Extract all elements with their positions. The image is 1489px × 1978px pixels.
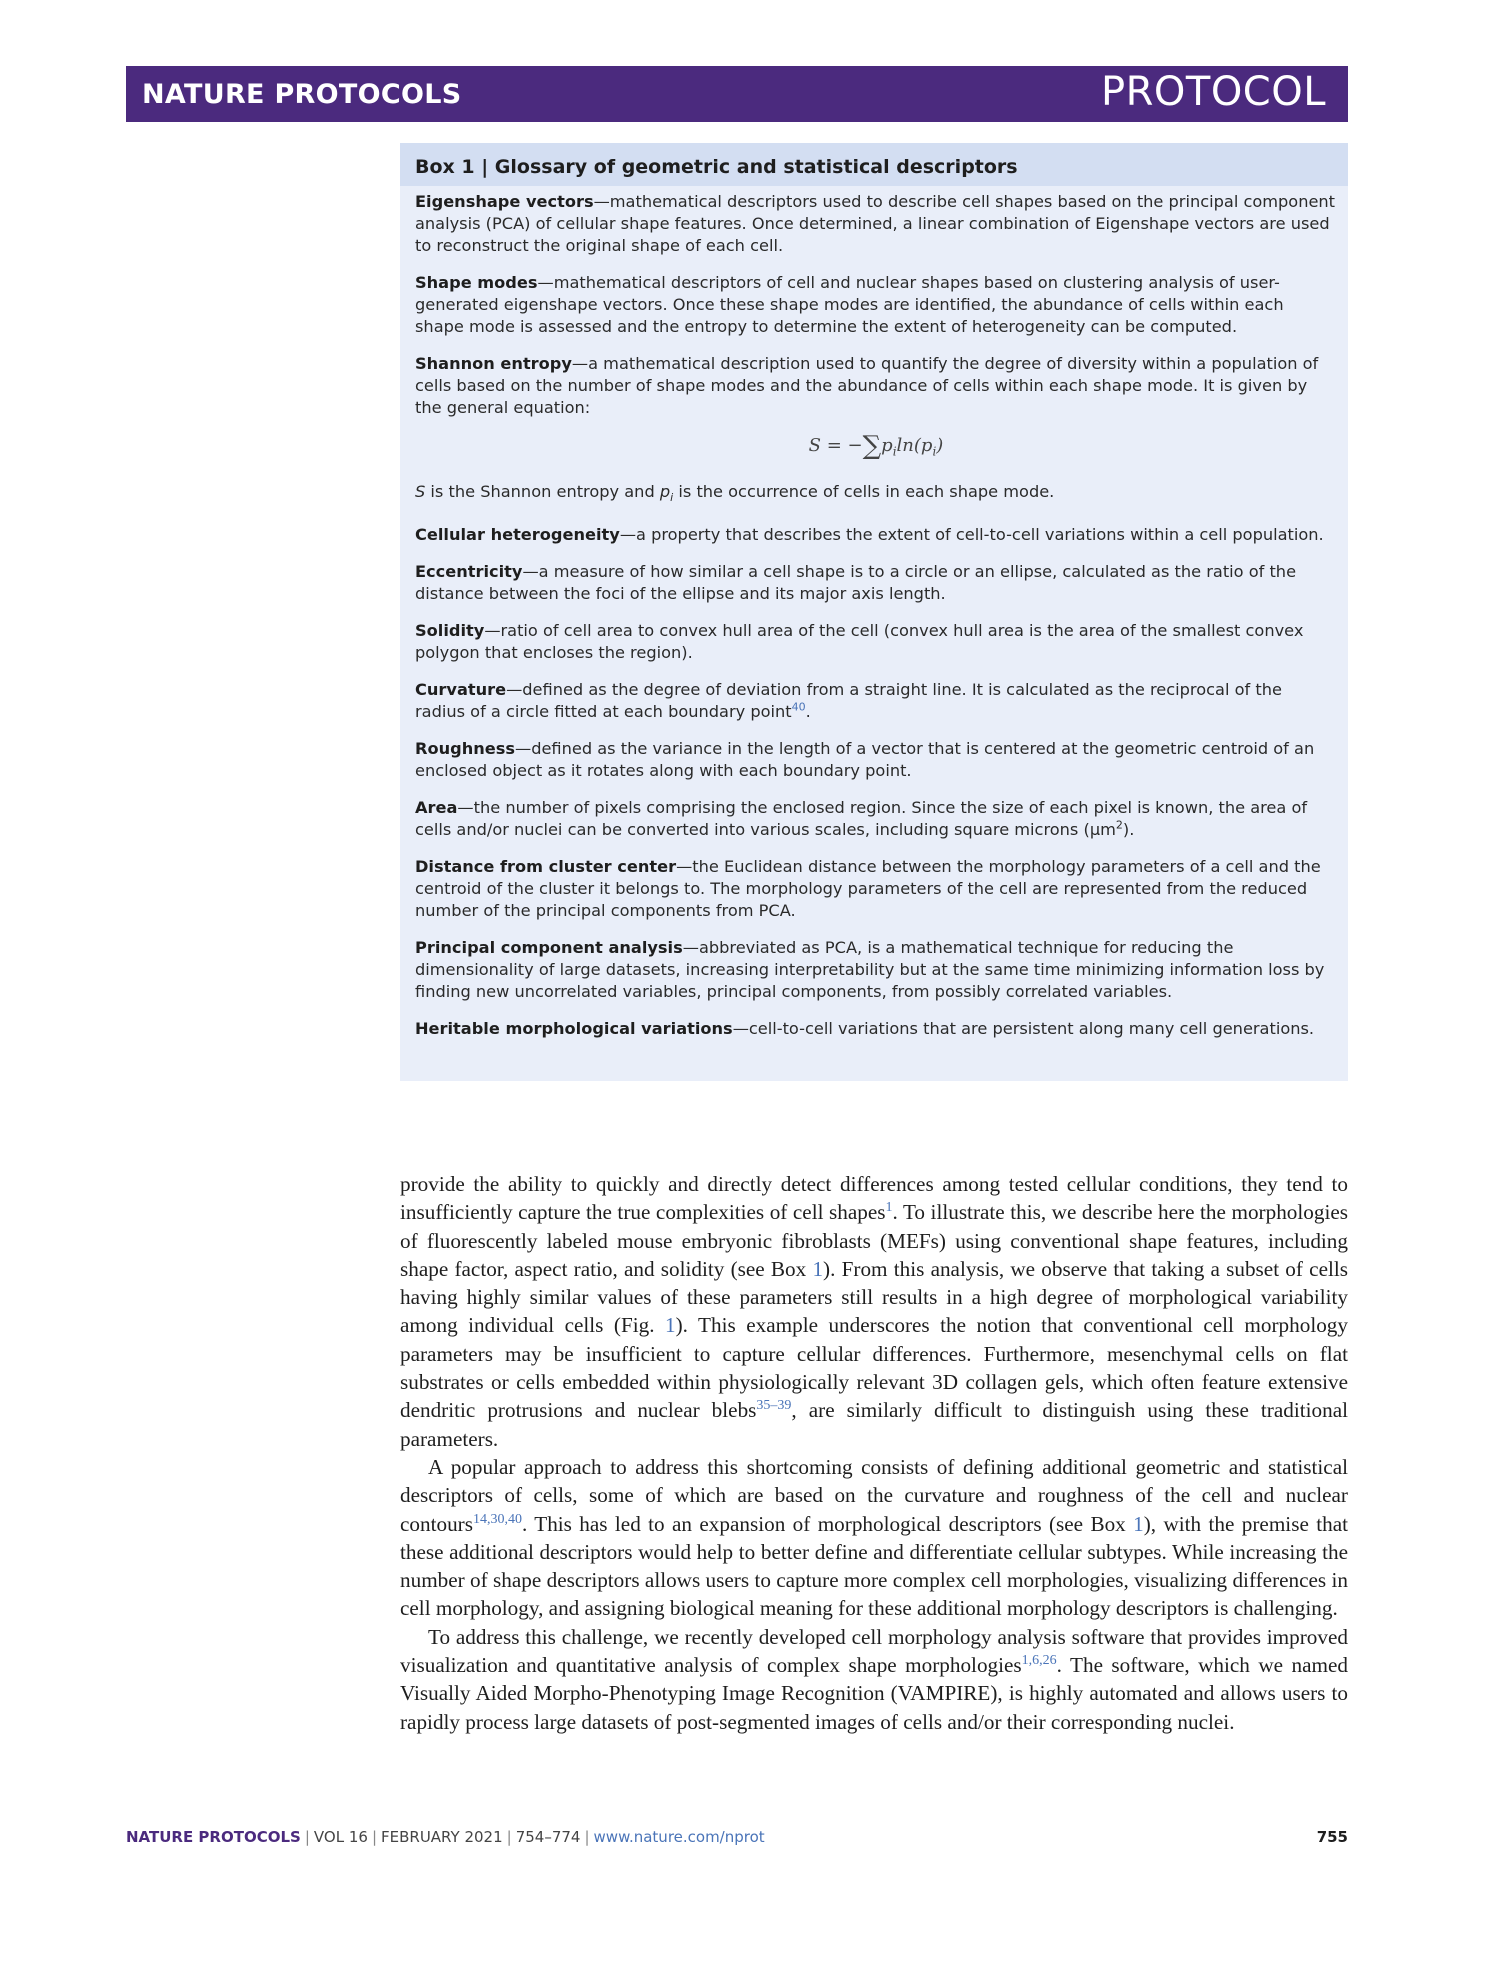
equation-var: p xyxy=(920,435,933,456)
glossary-entry xyxy=(415,937,1337,1003)
body-paragraph xyxy=(400,1453,1348,1623)
glossary-entry xyxy=(415,738,1337,782)
glossary-term: Eigenshape vectors xyxy=(415,192,594,211)
reference-link[interactable]: 1,6,26 xyxy=(1021,1652,1057,1668)
page-number: 755 xyxy=(1316,1828,1348,1846)
footer-separator: | xyxy=(584,1828,590,1846)
box-link[interactable]: 1 xyxy=(812,1256,824,1281)
equation-subscript: i xyxy=(892,444,897,459)
body-text-run: . The software, which we named Visually Aided Morpho-Phenotyping Image Recognition (VAMPIRE), is highly automated and allows users to rapidly process large datasets of post-segmented images of cells and/or their corresponding nuclei. xyxy=(400,1653,1348,1734)
glossary-definition: —a mathematical description used to quantify the degree of diversity within a population of cells based on the number of shape modes and the abundance of cells within each shape mode. It is given by the general equation: xyxy=(415,354,1319,417)
equation-note-text: is the Shannon entropy and xyxy=(425,482,660,501)
glossary-term: Principal component analysis xyxy=(415,938,683,958)
glossary-definition: —defined as the variance in the length of a vector that is centered at the geometric centroid of an enclosed object as it rotates along with each boundary point. xyxy=(415,739,1315,781)
body-text-run: . To illustrate this, we describe here the morphologies of fluorescently labeled mouse embryonic fibroblasts (MEFs) using conventional shape features, including shape factor, aspect ratio, and solidity (see Box xyxy=(400,1200,1348,1281)
reference-link[interactable]: 40 xyxy=(791,700,806,714)
glossary-definition: —defined as the degree of deviation from a straight line. It is calculated as the reciprocal of the radius of a circle fitted at each boundary point xyxy=(415,680,1282,722)
box-title: Box 1 | Glossary of geometric and statistical descriptors xyxy=(415,156,1018,178)
footer-date: FEBRUARY 2021 xyxy=(381,1828,503,1846)
box-link[interactable]: 1 xyxy=(1133,1511,1144,1536)
shannon-entropy-equation xyxy=(415,431,1337,461)
equation-note-text: is the occurrence of cells in each shape mode. xyxy=(673,482,1055,501)
glossary-entry xyxy=(415,272,1337,338)
glossary-entry xyxy=(415,620,1337,664)
glossary-definition: —a property that describes the extent of cell-to-cell variations within a cell population. xyxy=(619,525,1324,545)
glossary-entry xyxy=(415,797,1337,841)
body-text-run: ). This example underscores the notion that conventional cell morphology parameters may be insufficient to capture cellular differences. Furthermore, mesenchymal cells on flat substrates or cells embedded within physiologically relevant 3D collagen gels, which often feature extensive dendritic protrusions and nuclear blebs xyxy=(400,1313,1348,1423)
glossary-definition-end: ). xyxy=(1122,820,1135,840)
glossary-definition-end: . xyxy=(805,702,811,722)
journal-header-bar xyxy=(126,66,1348,122)
footer-separator: | xyxy=(506,1828,512,1846)
glossary-entry xyxy=(415,561,1337,605)
figure-link[interactable]: 1 xyxy=(665,1313,676,1338)
glossary-list xyxy=(415,191,1337,1055)
glossary-term: Shannon entropy xyxy=(415,354,572,373)
glossary-entry xyxy=(415,191,1337,257)
equation-note xyxy=(415,481,1337,509)
body-text-run: ), with the premise that these additional descriptors would help to better define and differentiate cellular subtypes. While increasing the number of shape descriptors allows users to capture more complex cell morphologies, visualizing differences in cell morphology, and assigning biological meaning for these additional morphology descriptors is challenging. xyxy=(400,1511,1348,1621)
glossary-term: Curvature xyxy=(415,680,507,700)
glossary-entry xyxy=(415,524,1337,546)
body-text-run: , are similarly difficult to distinguish using these traditional parameters. xyxy=(400,1398,1348,1451)
body-text-run: . This has led to an expansion of morphological descriptors (see Box xyxy=(521,1511,1134,1536)
body-text-run: provide the ability to quickly and directly detect differences among tested cellular conditions, they tend to insufficiently capture the true complexities of cell shapes xyxy=(400,1172,1348,1225)
glossary-entry xyxy=(415,679,1337,723)
glossary-definition: —mathematical descriptors of cell and nuclear shapes based on clustering analysis of user-generated eigenshape vectors. Once these shape modes are identified, the abundance of cells within each shape mode is assessed and the entropy to determine the extent of heterogeneity can be computed. xyxy=(415,273,1284,336)
equation-note-subscript: i xyxy=(670,491,674,505)
superscript: 2 xyxy=(1115,818,1123,832)
body-paragraph xyxy=(400,1170,1348,1453)
reference-link[interactable]: 1 xyxy=(885,1200,893,1216)
page-footer xyxy=(126,1828,1348,1850)
glossary-entry xyxy=(415,353,1337,419)
footer-separator: | xyxy=(304,1828,310,1846)
glossary-term: Roughness xyxy=(415,739,515,759)
glossary-term: Distance from cluster center xyxy=(415,857,677,877)
body-text-run: A popular approach to address this shortcoming consists of defining additional geometric and statistical descriptors of cells, some of which are based on the curvature and roughness of the cell and nuclear contours xyxy=(400,1454,1348,1536)
glossary-entry xyxy=(415,856,1337,922)
journal-name: NATURE PROTOCOLS xyxy=(142,79,462,110)
glossary-term: Solidity xyxy=(415,621,485,641)
glossary-term: Eccentricity xyxy=(415,562,523,582)
footer-url-link[interactable]: www.nature.com/nprot xyxy=(593,1828,765,1846)
glossary-definition: —a measure of how similar a cell shape is to a circle or an ellipse, calculated as the ratio of the distance between the foci of the ellipse and its major axis length. xyxy=(415,562,1297,604)
body-paragraph xyxy=(400,1623,1348,1736)
footer-journal: NATURE PROTOCOLS xyxy=(126,1828,301,1846)
footer-volume: VOL 16 xyxy=(313,1828,368,1846)
reference-link[interactable]: 14,30,40 xyxy=(472,1511,522,1527)
glossary-definition: —the number of pixels comprising the enclosed region. Since the size of each pixel is known, the area of cells and/or nuclei can be converted into various scales, including square microns (μm xyxy=(415,798,1308,840)
equation-close: ) xyxy=(936,435,944,456)
glossary-entry xyxy=(415,1018,1337,1040)
footer-pages: 754–774 xyxy=(515,1828,581,1846)
equation-lhs: S = − xyxy=(808,435,863,456)
article-body xyxy=(400,1170,1348,1736)
glossary-term: Cellular heterogeneity xyxy=(415,525,620,545)
body-text-run: To address this challenge, we recently developed cell morphology analysis software that provides improved visualization and quantitative analysis of complex shape morphologies xyxy=(400,1624,1348,1678)
footer-separator: | xyxy=(371,1828,377,1846)
glossary-term: Area xyxy=(415,798,458,818)
equation-note-symbol: p xyxy=(659,482,671,501)
summation-symbol: ∑ xyxy=(862,431,882,461)
glossary-term: Shape modes xyxy=(415,273,538,292)
glossary-definition: —cell-to-cell variations that are persistent along many cell generations. xyxy=(732,1019,1315,1039)
glossary-definition: —ratio of cell area to convex hull area of the cell (convex hull area is the area of the smallest convex polygon that encloses the region). xyxy=(415,621,1304,663)
equation-note-symbol: S xyxy=(415,482,426,501)
glossary-definition: —the Euclidean distance between the morphology parameters of a cell and the centroid of the cluster it belongs to. The morphology parameters of the cell are represented from the reduced number of the principal components from PCA. xyxy=(415,857,1321,921)
reference-link[interactable]: 35–39 xyxy=(756,1398,792,1414)
glossary-definition: —abbreviated as PCA, is a mathematical technique for reducing the dimensionality of large datasets, increasing interpretability but at the same time minimizing information loss by finding new uncorrelated variables, principal components, from possibly correlated variables. xyxy=(415,938,1325,1002)
equation-subscript: i xyxy=(932,444,937,459)
article-type: PROTOCOL xyxy=(1100,69,1326,115)
glossary-box xyxy=(400,143,1348,1081)
box-title-bar xyxy=(400,143,1348,186)
equation-ln: ln( xyxy=(896,435,921,456)
glossary-definition: —mathematical descriptors used to describe cell shapes based on the principal component analysis (PCA) of cellular shape features. Once determined, a linear combination of Eigenshape vectors are used to reconstruct the original shape of each cell. xyxy=(415,192,1336,255)
glossary-term: Heritable morphological variations xyxy=(415,1019,733,1039)
body-text-run: ). From this analysis, we observe that taking a subset of cells having highly similar values of these parameters still results in a high degree of morphological variability among individual cells (Fig. xyxy=(400,1256,1348,1338)
equation-var: p xyxy=(881,435,893,456)
